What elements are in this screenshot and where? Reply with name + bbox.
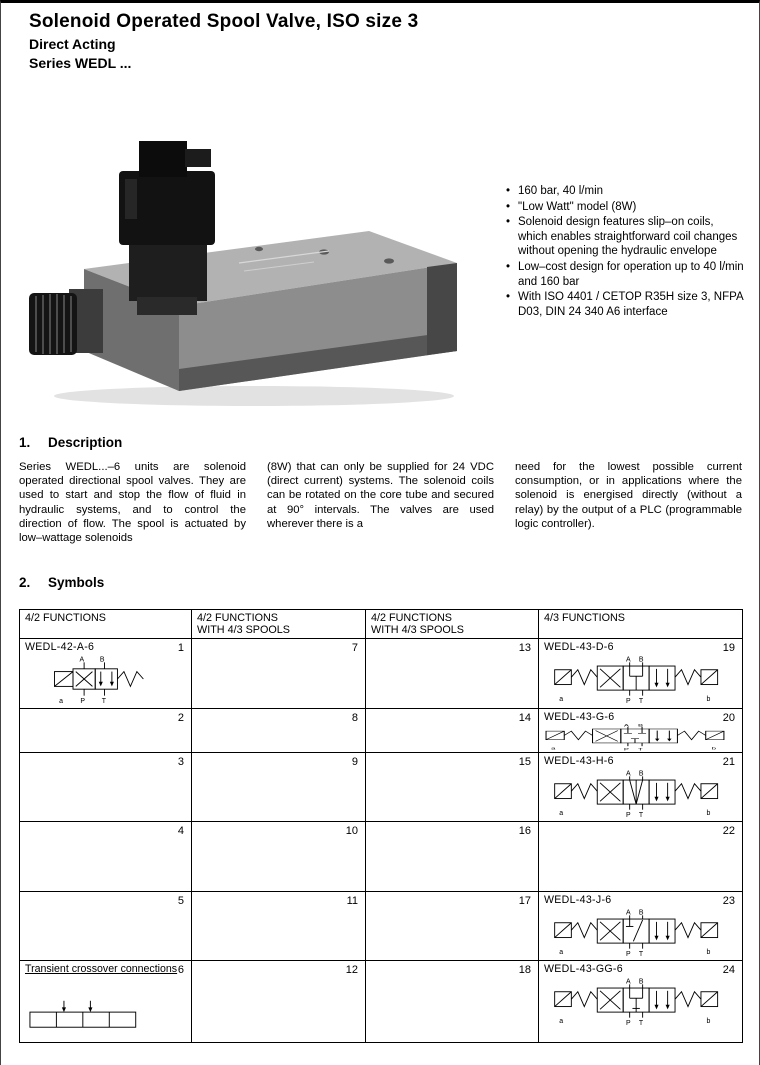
column-header-4: 4/3 FUNCTIONS	[539, 610, 743, 639]
svg-text:A: A	[625, 770, 631, 778]
symbols-table	[19, 609, 743, 1043]
section-number: 2.	[19, 575, 31, 590]
feature-list	[506, 184, 744, 320]
feature-text: 160 bar, 40 l/min	[518, 185, 604, 197]
svg-text:P: P	[623, 747, 629, 751]
svg-text:a: a	[559, 696, 564, 704]
symbol-label: WEDL-43-G-6	[544, 711, 615, 723]
table-cell	[366, 753, 539, 822]
symbol-number: 9	[351, 756, 358, 768]
svg-text:a: a	[559, 949, 564, 957]
table-cell	[366, 961, 539, 1043]
table-cell	[539, 709, 743, 753]
bullet-icon: •	[506, 291, 511, 304]
symbol-number: 14	[518, 712, 531, 724]
symbol-number: 10	[345, 825, 358, 837]
valve-symbol	[542, 907, 734, 957]
section-title: Description	[48, 435, 123, 450]
table-cell	[192, 892, 366, 961]
table-cell	[539, 639, 743, 709]
bullet-icon: •	[506, 216, 511, 229]
svg-text:A: A	[79, 656, 85, 664]
table-cell	[20, 753, 192, 822]
page-title: Solenoid Operated Spool Valve, ISO size 3	[29, 11, 419, 32]
symbol-number: 24	[722, 964, 735, 976]
table-cell	[539, 822, 743, 892]
symbol-label: WEDL-43-H-6	[544, 755, 614, 767]
column-header-1: 4/2 FUNCTIONS	[20, 610, 192, 639]
svg-text:B: B	[638, 770, 644, 778]
svg-text:T: T	[638, 698, 644, 704]
symbol-number: 17	[518, 895, 531, 907]
symbol-number: 13	[518, 642, 531, 654]
table-cell	[366, 822, 539, 892]
table-cell	[20, 709, 192, 753]
valve-symbol	[542, 722, 732, 751]
svg-text:P: P	[625, 1020, 631, 1026]
symbol-number: 3	[177, 756, 184, 768]
feature-item	[506, 290, 744, 319]
table-header-row	[20, 610, 743, 639]
symbol-number: 1	[177, 642, 184, 654]
symbol-number: 2	[177, 712, 184, 724]
feature-text: Low–cost design for operation up to 40 l/min and 160 bar	[518, 260, 744, 288]
table-row	[20, 892, 743, 961]
svg-text:b: b	[706, 949, 711, 957]
valve-photo-graphic	[29, 121, 459, 413]
symbol-number: 20	[722, 712, 735, 724]
symbol-number: 18	[518, 964, 531, 976]
column-header-2: 4/2 FUNCTIONS WITH 4/3 SPOOLS	[192, 610, 366, 639]
svg-text:a: a	[559, 1018, 564, 1026]
page-subtitle-series: Series WEDL ...	[29, 55, 132, 71]
table-cell	[192, 709, 366, 753]
section-heading-symbols	[19, 575, 104, 590]
description-columns	[19, 460, 743, 545]
table-row	[20, 709, 743, 753]
table-row	[20, 639, 743, 709]
svg-text:B: B	[638, 656, 644, 664]
description-column-3: need for the lowest possible current consumption, or in applications where the solenoid is energised directly (without a relay) by the output of a PLC (programmable logic controller).	[515, 461, 742, 530]
symbol-number: 12	[345, 964, 358, 976]
symbol-number: 11	[346, 895, 358, 907]
svg-text:P: P	[625, 951, 631, 957]
svg-text:T: T	[638, 812, 644, 818]
table-row	[20, 961, 743, 1043]
symbol-number: 6	[177, 964, 184, 976]
svg-text:T: T	[638, 951, 644, 957]
symbol-number: 23	[722, 895, 735, 907]
svg-text:B: B	[638, 909, 644, 917]
table-cell	[192, 961, 366, 1043]
svg-text:T: T	[638, 1020, 644, 1026]
section-title: Symbols	[48, 575, 105, 590]
bullet-icon: •	[506, 260, 511, 273]
feature-text: Solenoid design features slip–on coils, which enables straightforward coil changes without opening the hydraulic envelope	[518, 216, 738, 258]
symbol-number: 7	[351, 642, 358, 654]
table-cell	[20, 822, 192, 892]
feature-text: "Low Watt" model (8W)	[518, 200, 637, 213]
table-cell	[366, 639, 539, 709]
symbol-number: 4	[177, 825, 184, 837]
symbol-label: WEDL-43-GG-6	[544, 963, 623, 975]
svg-text:B: B	[99, 656, 105, 664]
bullet-icon: •	[506, 185, 511, 197]
svg-text:T: T	[638, 747, 643, 751]
valve-symbol	[542, 654, 734, 704]
symbol-label: WEDL-43-D-6	[544, 641, 614, 653]
section-number: 1.	[19, 435, 31, 450]
table-cell	[20, 961, 192, 1043]
symbol-number: 21	[722, 756, 735, 768]
valve-symbol	[542, 768, 734, 818]
title-block	[29, 11, 418, 71]
svg-text:P: P	[625, 812, 631, 818]
svg-text:A: A	[625, 978, 631, 986]
table-cell	[192, 753, 366, 822]
description-column-1: Series WEDL...–6 units are solenoid operated directional spool valves. They are used to start and stop the flow of fluid in hydraulic systems, and to control the direction of flow. The spool is actuated by low–wattage solenoids	[19, 461, 246, 545]
symbol-number: 16	[518, 825, 531, 837]
svg-text:B: B	[638, 723, 644, 728]
table-row	[20, 822, 743, 892]
description-column-2: (8W) that can only be supplied for 24 VDC (direct current) systems. The solenoid coils can be rotated on the core tube and secured at 90° intervals. The valves are used wherever there is a	[267, 461, 494, 530]
svg-text:a: a	[59, 698, 63, 704]
product-photo	[29, 121, 459, 413]
svg-text:P: P	[625, 698, 631, 704]
svg-text:P: P	[80, 698, 86, 704]
symbol-number: 8	[351, 712, 358, 724]
table-cell	[192, 822, 366, 892]
svg-text:B: B	[638, 978, 644, 986]
valve-symbol	[23, 997, 171, 1031]
symbol-label: Transient crossover connections	[25, 963, 178, 975]
symbol-label: WEDL-43-J-6	[544, 894, 612, 906]
svg-text:A: A	[625, 656, 631, 664]
feature-item	[506, 260, 744, 289]
feature-item	[506, 215, 744, 259]
svg-text:A: A	[623, 723, 629, 728]
table-cell	[192, 639, 366, 709]
svg-text:b: b	[711, 746, 717, 751]
symbol-label: WEDL-42-A-6	[25, 641, 95, 653]
svg-text:A: A	[625, 909, 631, 917]
feature-text: With ISO 4401 / CETOP R35H size 3, NFPA D03, DIN 24 340 A6 interface	[518, 291, 743, 318]
column-header-3: 4/2 FUNCTIONS WITH 4/3 SPOOLS	[366, 610, 539, 639]
symbol-number: 19	[722, 642, 735, 654]
symbol-number: 22	[722, 825, 735, 837]
table-cell	[366, 709, 539, 753]
svg-text:a: a	[551, 746, 556, 751]
svg-text:T: T	[101, 698, 106, 704]
valve-symbol	[542, 976, 734, 1026]
section-heading-description	[19, 435, 122, 450]
bullet-icon: •	[506, 200, 511, 213]
table-cell	[539, 753, 743, 822]
table-row	[20, 753, 743, 822]
page-subtitle-direct-acting: Direct Acting	[29, 36, 116, 52]
symbol-number: 5	[177, 895, 184, 907]
symbol-number: 15	[518, 756, 531, 768]
table-cell	[20, 639, 192, 709]
table-cell	[20, 892, 192, 961]
table-cell	[539, 892, 743, 961]
svg-text:b: b	[706, 810, 711, 818]
table-cell	[539, 961, 743, 1043]
valve-symbol	[23, 654, 173, 704]
feature-item	[506, 184, 744, 199]
svg-text:b: b	[706, 696, 711, 704]
feature-item	[506, 200, 744, 215]
table-cell	[366, 892, 539, 961]
svg-text:b: b	[706, 1018, 711, 1026]
svg-text:a: a	[559, 810, 564, 818]
